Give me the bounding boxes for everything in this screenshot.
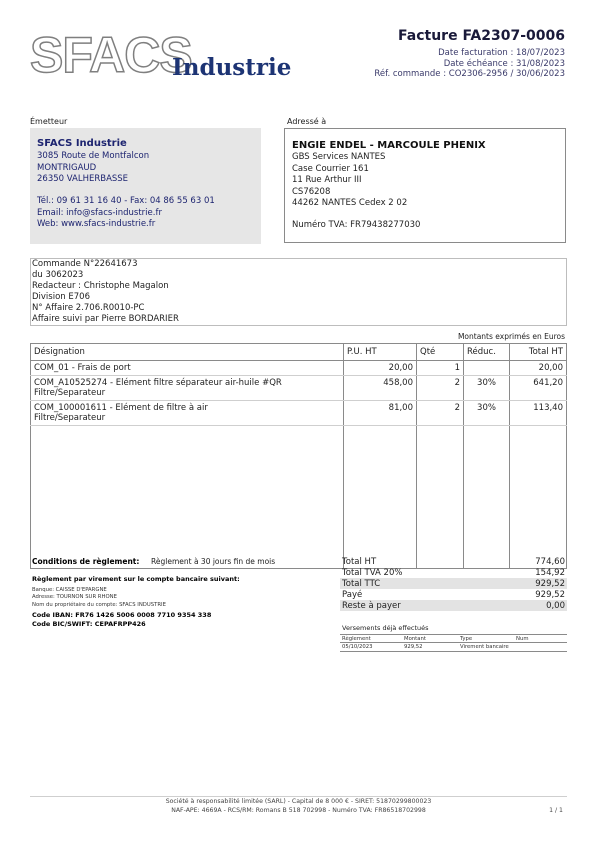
totals-table: [340, 556, 567, 611]
total-ttc-row: [340, 578, 567, 589]
emetteur-tel: Tél.: 09 61 31 16 40 - Fax: 04 86 55 63 01: [37, 196, 215, 206]
versements-table: [340, 634, 567, 652]
virement-title: Règlement par virement sur le compte bancaire suivant:: [32, 575, 240, 583]
emetteur-web[interactable]: Web: www.sfacs-industrie.fr: [37, 219, 156, 229]
footer-legal-line: Société à responsabilité limitée (SARL) - Capital de 8 000 € - SIRET: 51870299800023: [165, 798, 432, 805]
invoice-title: Facture FA2307-0006: [398, 28, 565, 44]
conditions-label: Conditions de règlement:: [32, 557, 140, 566]
destinataire-address: [292, 152, 407, 210]
destinataire-address-line: 11 Rue Arthur III: [292, 175, 362, 185]
cell-qte: 1: [417, 361, 464, 376]
col-type: Type: [458, 635, 514, 643]
emetteur-address: [37, 151, 149, 186]
invoice-meta: [374, 48, 565, 80]
item-sub-label: Filtre/Separateur: [34, 388, 106, 398]
total-label: Payé: [342, 589, 363, 600]
table-row: [340, 643, 567, 652]
table-row: [31, 361, 567, 376]
cell-pu: 458,00: [344, 376, 417, 401]
commande-line: du 3062023: [32, 270, 84, 280]
total-label: Reste à payer: [340, 600, 489, 611]
total-label: Total TVA 20%: [342, 567, 403, 578]
cell-type: Virement bancaire: [458, 643, 514, 652]
total-tva-row: [340, 567, 567, 578]
table-row: [31, 376, 567, 401]
paid-row: [340, 589, 567, 600]
emetteur-name: SFACS Industrie: [37, 138, 127, 149]
total-label: Total HT: [342, 556, 377, 567]
emetteur-address-line: MONTRIGAUD: [37, 162, 97, 173]
col-num: Num: [514, 635, 567, 643]
account-owner: Nom du propriétaire du compte: SFACS INDUSTRIE: [32, 601, 166, 608]
total-label: Total TTC: [340, 578, 489, 589]
emetteur-label: Émetteur: [30, 117, 68, 126]
emetteur-address-line: 3085 Route de Montfalcon: [37, 151, 150, 161]
cell-designation: [31, 401, 344, 426]
bank-details: [32, 587, 166, 609]
col-designation: Désignation: [31, 344, 344, 361]
destinataire-label: Adressé à: [287, 117, 327, 126]
cell-num: [514, 643, 567, 652]
col-qte: Qté: [417, 344, 464, 361]
destinataire-address-line: GBS Services NANTES: [292, 152, 386, 162]
bank-name: Banque: CAISSE D'EPARGNE: [32, 587, 107, 593]
iban: Code IBAN: FR76 1426 5006 0008 7710 9354 338: [32, 611, 212, 619]
date-echeance: Date échéance : 31/08/2023: [443, 58, 565, 69]
versements-title: Versements déjà effectués: [342, 624, 429, 632]
bank-address: Adresse: TOURNON SUR RHONE: [32, 594, 117, 601]
destinataire-name: ENGIE ENDEL - MARCOULE PHENIX: [292, 140, 486, 151]
cell-pu: 81,00: [344, 401, 417, 426]
cell-total: 20,00: [510, 361, 567, 376]
cell-total: 113,40: [510, 401, 567, 426]
footer: [30, 798, 567, 815]
commande-line: N° Affaire 2.706.R0010-PC: [32, 303, 145, 313]
item-label: COM_100001611 - Elément de filtre à air: [34, 403, 208, 413]
item-label: COM_A10525274 - Elément filtre séparateur air-huile #QR: [34, 378, 282, 388]
item-sub-label: Filtre/Separateur: [34, 413, 106, 423]
bic: Code BIC/SWIFT: CEPAFRPP426: [32, 619, 146, 628]
total-value: 0,00: [489, 600, 567, 611]
commande-line: Commande N°22641673: [32, 259, 138, 269]
cell-pu: 20,00: [344, 361, 417, 376]
cell-reduc: 30%: [464, 376, 510, 401]
cell-qte: 2: [417, 376, 464, 401]
emetteur-email[interactable]: Email: info@sfacs-industrie.fr: [37, 207, 162, 218]
col-reglement: Règlement: [340, 635, 402, 643]
total-value: 154,92: [535, 567, 565, 578]
logo-suffix: Industrie: [172, 54, 292, 81]
footer-divider: [30, 796, 567, 797]
conditions-value: Règlement à 30 jours fin de mois: [151, 557, 276, 566]
commande-details: [32, 259, 179, 325]
cell-designation: [31, 376, 344, 401]
cell-qte: 2: [417, 401, 464, 426]
commande-line: Division E706: [32, 292, 90, 302]
footer-legal-line: NAF-APE: 4669A - RCS/RM: Romans B 518 702998 - Numéro TVA: FR86518702998: [171, 806, 426, 814]
emetteur-address-line: 26350 VALHERBASSE: [37, 174, 129, 184]
destinataire-address-line: CS76208: [292, 186, 331, 197]
remaining-row: [340, 600, 567, 611]
col-montant: Montant: [402, 635, 458, 643]
destinataire-address-line: 44262 NANTES Cedex 2 02: [292, 198, 408, 208]
destinataire-tva: Numéro TVA: FR79438277030: [292, 220, 421, 230]
cell-reglement: 05/10/2023: [340, 643, 402, 652]
versements-header-row: [340, 635, 567, 643]
emetteur-contact: [37, 196, 215, 231]
col-pu: P.U. HT: [344, 344, 417, 361]
total-value: 929,52: [535, 589, 565, 600]
cell-total: 641,20: [510, 376, 567, 401]
cell-reduc: [464, 361, 510, 376]
bank-codes: [32, 611, 211, 628]
logo-brand: SFACS: [30, 27, 192, 83]
cell-reduc: 30%: [464, 401, 510, 426]
commande-line: Affaire suivi par Pierre BORDARIER: [32, 314, 179, 324]
total-value: 929,52: [489, 578, 567, 589]
col-reduc: Réduc.: [464, 344, 510, 361]
table-row: [31, 401, 567, 426]
currency-note: Montants exprimés en Euros: [457, 332, 565, 341]
col-total: Total HT: [510, 344, 567, 361]
ref-commande: Réf. commande : CO2306-2956 / 30/06/2023: [374, 69, 565, 79]
item-label: COM_01 - Frais de port: [34, 363, 131, 373]
table-filler-row: [31, 426, 567, 569]
table-header-row: [31, 344, 567, 361]
total-ht-row: [340, 556, 567, 567]
date-facturation: Date facturation : 18/07/2023: [438, 48, 565, 58]
invoice-lines-table: [30, 343, 567, 569]
company-logo: [30, 27, 292, 85]
page-number: 1 / 1: [549, 807, 563, 814]
cell-designation: [31, 361, 344, 376]
commande-line: Redacteur : Christophe Magalon: [32, 281, 169, 291]
total-value: 774,60: [535, 556, 565, 567]
destinataire-address-line: Case Courrier 161: [292, 163, 369, 174]
cell-montant: 929,52: [402, 643, 458, 652]
